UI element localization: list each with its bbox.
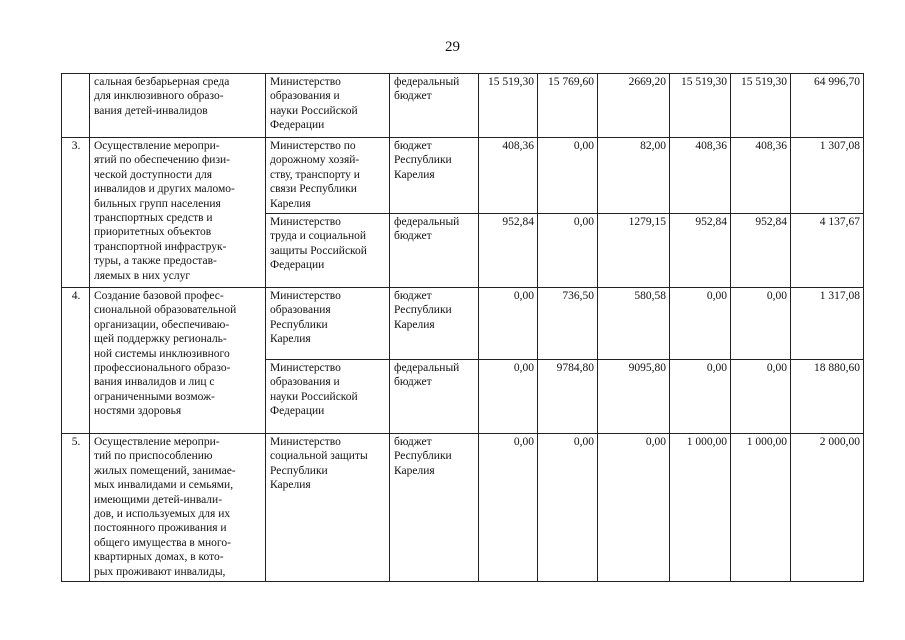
measure-text-line: ческой доступности для [94, 168, 213, 181]
row-index-cell: 4. [62, 288, 90, 434]
amount-cell: 0,00 [479, 288, 538, 360]
amount-cell: 0,00 [670, 360, 731, 434]
measure-text-line: профессионального образо- [94, 362, 231, 375]
row-index-cell: 3. [62, 138, 90, 288]
amount-cell: 952,84 [670, 214, 731, 288]
amount-cell: 1 317,08 [791, 288, 864, 360]
measure-text-line: ограниченными возмож- [94, 390, 215, 403]
measure-text-line: мых инвалидами и семьями, [94, 479, 234, 492]
amount-cell: 0,00 [479, 434, 538, 582]
funding-source-text-line: Карелия [394, 318, 435, 331]
measure-text-line: ной системы инклюзивного [94, 347, 230, 360]
amount-cell: 1 000,00 [670, 434, 731, 582]
funding-source-text-line: бюджет [394, 90, 432, 103]
funding-source-text-line: Республики [394, 154, 452, 167]
amount-cell: 408,36 [731, 138, 791, 214]
measure-cell [90, 138, 266, 288]
amount-cell: 952,84 [731, 214, 791, 288]
executor-text-line: защиты Российской [270, 244, 367, 257]
measure-text-line: вания инвалидов и лиц с [94, 376, 215, 389]
page-number: 29 [445, 39, 460, 55]
measure-text-line: Осуществление меропри- [94, 436, 220, 449]
executor-text-line: образования и [270, 90, 340, 103]
table-row [62, 288, 864, 360]
executor-text-line: Республики [270, 318, 328, 331]
executor-text-line: Карелия [270, 197, 311, 210]
funding-source-text-line: Республики [394, 304, 452, 317]
measure-text-line: транспортных средств и [94, 212, 213, 225]
amount-cell: 2 000,00 [791, 434, 864, 582]
amount-cell: 2669,20 [598, 74, 670, 138]
funding-source-text-line: бюджет [394, 376, 432, 389]
measure-text-line: ляемых в них услуг [94, 269, 191, 282]
amount-cell: 1279,15 [598, 214, 670, 288]
measure-text-line: имеющими детей-инвали- [94, 493, 223, 506]
executor-text-line: связи Республики [270, 183, 357, 196]
amount-cell: 1 307,08 [791, 138, 864, 214]
amount-cell: 736,50 [538, 288, 598, 360]
amount-cell: 9784,80 [538, 360, 598, 434]
funding-source-text-line: бюджет [394, 140, 432, 152]
executor-text-line: Министерство [270, 76, 341, 88]
executor-text-line: Карелия [270, 333, 311, 346]
measure-text-line: организации, обеспечиваю- [94, 318, 230, 331]
funding-source-text-line: бюджет [394, 230, 432, 243]
measure-cell [90, 74, 266, 138]
measure-text-line: жилых помещений, занимае- [94, 464, 236, 477]
amount-cell: 9095,80 [598, 360, 670, 434]
amount-cell: 0,00 [731, 360, 791, 434]
amount-cell: 0,00 [479, 360, 538, 434]
measure-text-line: Создание базовой профес- [94, 290, 224, 303]
measure-text-line: для инклюзивного образо- [94, 90, 224, 103]
funding-source-text-line: Карелия [394, 464, 435, 477]
amount-cell: 0,00 [731, 288, 791, 360]
funding-source-cell [390, 74, 479, 138]
funding-source-text-line: федеральный [394, 76, 460, 88]
amount-cell: 15 519,30 [670, 74, 731, 138]
amount-cell: 0,00 [538, 138, 598, 214]
funding-source-cell [390, 434, 479, 582]
amount-cell: 0,00 [598, 434, 670, 582]
funding-source-text-line: бюджет [394, 436, 432, 449]
measure-text-line: общего имущества в много- [94, 536, 231, 549]
measure-text-line: тий по приспособлению [94, 450, 213, 463]
amount-cell: 1 000,00 [731, 434, 791, 582]
amount-cell: 0,00 [538, 434, 598, 582]
funding-source-text-line: федеральный [394, 216, 460, 229]
executor-text-line: Карелия [270, 479, 311, 492]
executor-text-line: Министерство [270, 290, 341, 303]
executor-text-line: Министерство по [270, 140, 356, 152]
amount-cell: 18 880,60 [791, 360, 864, 434]
amount-cell: 580,58 [598, 288, 670, 360]
measure-text-line: инвалидов и других маломо- [94, 183, 235, 196]
funding-source-cell [390, 360, 479, 434]
amount-cell: 4 137,67 [791, 214, 864, 288]
amount-cell: 15 519,30 [731, 74, 791, 138]
executor-text-line: дорожному хозяй- [270, 154, 360, 167]
executor-text-line: Республики [270, 464, 328, 477]
executor-text-line: образования [270, 304, 331, 317]
funding-source-text-line: федеральный [394, 362, 460, 375]
measure-text-line: транспортной инфраструк- [94, 240, 227, 253]
table-row [62, 138, 864, 214]
executor-text-line: Министерство [270, 436, 341, 449]
measure-text-line: ностями здоровья [94, 405, 182, 418]
executor-text-line: образования и [270, 376, 340, 389]
executor-cell [266, 288, 390, 360]
funding-source-cell [390, 138, 479, 214]
executor-text-line: Федерации [270, 405, 325, 418]
amount-cell: 82,00 [598, 138, 670, 214]
executor-text-line: Федерации [270, 259, 325, 272]
funding-source-text-line: Республики [394, 450, 452, 463]
funding-source-text-line: Карелия [394, 168, 435, 181]
measure-text-line: квартирных домах, в кото- [94, 551, 224, 564]
amount-cell: 408,36 [479, 138, 538, 214]
measure-text-line: бильных групп населения [94, 197, 221, 210]
measure-text-line: щей поддержку региональ- [94, 333, 227, 346]
amount-cell: 15 769,60 [538, 74, 598, 138]
amount-cell: 0,00 [670, 288, 731, 360]
executor-cell [266, 360, 390, 434]
executor-text-line: труда и социальной [270, 230, 367, 243]
measure-cell [90, 434, 266, 582]
budget-table [61, 73, 864, 582]
executor-cell [266, 214, 390, 288]
amount-cell: 15 519,30 [479, 74, 538, 138]
measure-text-line: ятий по обеспечению физи- [94, 154, 230, 167]
amount-cell: 0,00 [538, 214, 598, 288]
executor-text-line: Министерство [270, 216, 341, 229]
executor-text-line: ству, транспорту и [270, 168, 360, 181]
table-row [62, 74, 864, 138]
executor-cell [266, 138, 390, 214]
amount-cell: 408,36 [670, 138, 731, 214]
executor-text-line: социальной защиты [270, 450, 368, 463]
executor-text-line: Министерство [270, 362, 341, 375]
executor-text-line: науки Российской [270, 104, 358, 117]
measure-text-line: постоянного проживания и [94, 522, 227, 535]
measure-text-line: вания детей-инвалидов [94, 104, 208, 117]
measure-cell [90, 288, 266, 434]
amount-cell: 952,84 [479, 214, 538, 288]
measure-text-line: сиональной образовательной [94, 304, 237, 317]
row-index-cell [62, 74, 90, 138]
funding-source-text-line: бюджет [394, 290, 432, 303]
measure-text-line: туры, а также предостав- [94, 255, 217, 268]
row-index-cell: 5. [62, 434, 90, 582]
measure-text-line: приоритетных объектов [94, 226, 212, 239]
amount-cell: 64 996,70 [791, 74, 864, 138]
executor-text-line: Федерации [270, 119, 325, 132]
funding-source-cell [390, 214, 479, 288]
measure-text-line: сальная безбарьерная среда [94, 76, 230, 88]
executor-text-line: науки Российской [270, 390, 358, 403]
executor-cell [266, 434, 390, 582]
funding-source-cell [390, 288, 479, 360]
measure-text-line: Осуществление меропри- [94, 140, 220, 152]
table-row [62, 434, 864, 582]
measure-text-line: дов, и используемых для их [94, 508, 231, 521]
executor-cell [266, 74, 390, 138]
measure-text-line: рых проживают инвалиды, [94, 565, 226, 578]
